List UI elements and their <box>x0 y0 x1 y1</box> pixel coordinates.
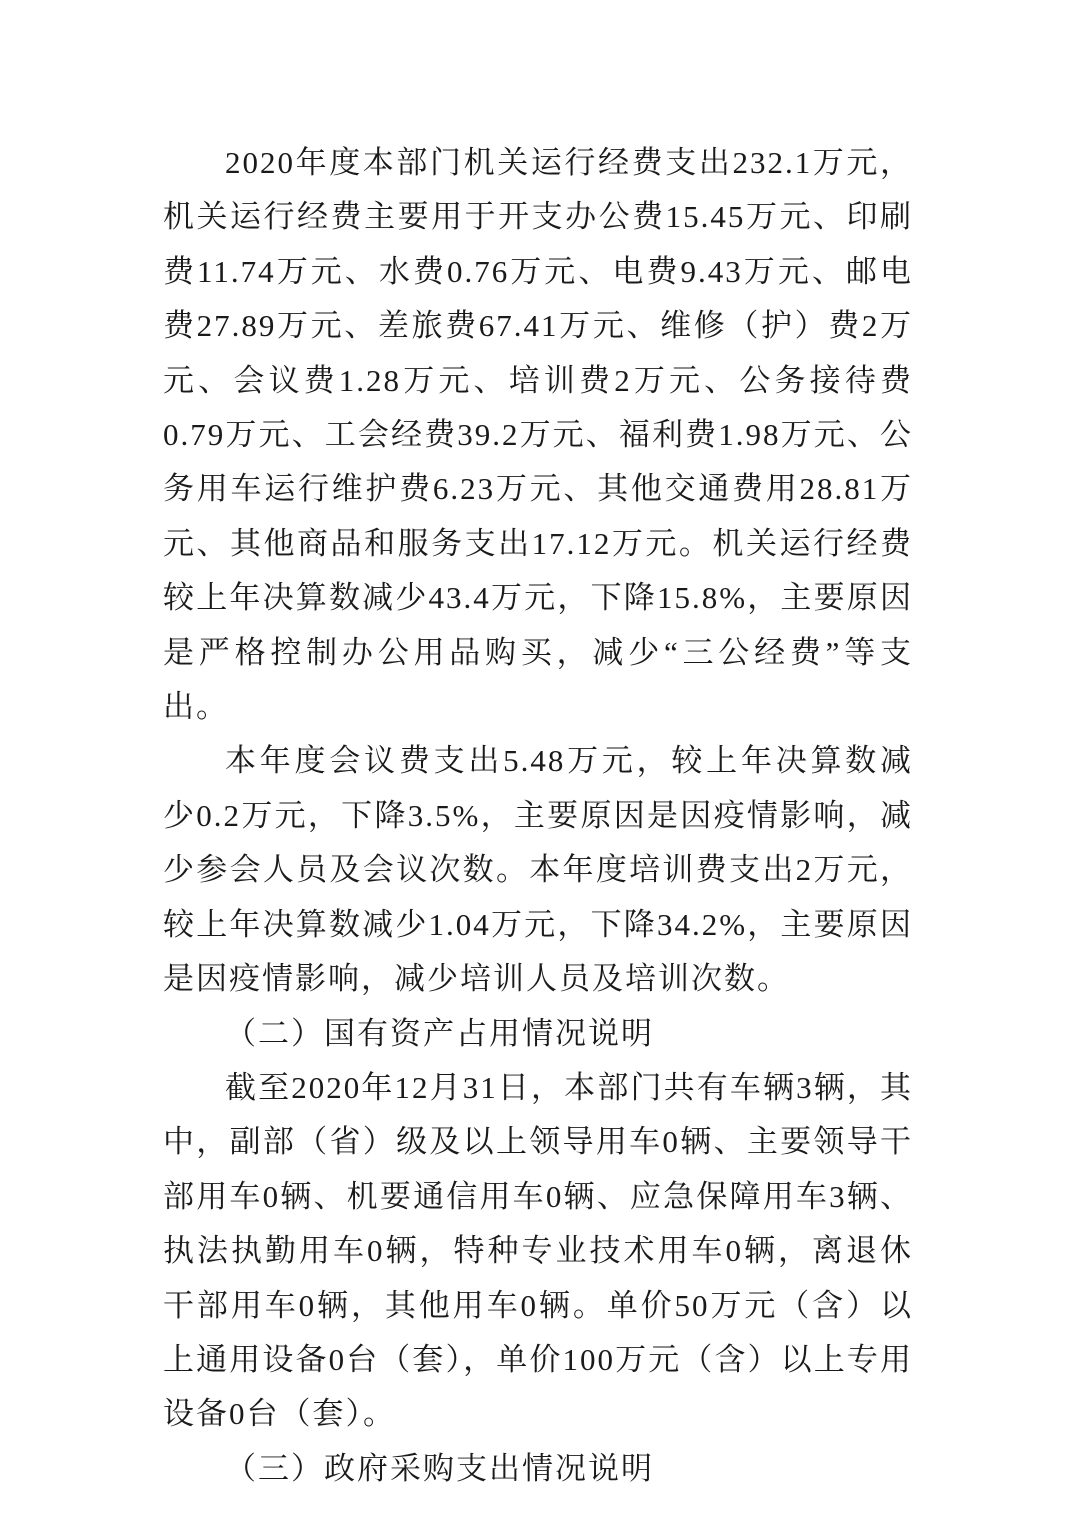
section-heading-state-assets: （二）国有资产占用情况说明 <box>225 1015 654 1051</box>
paragraph-vehicles-equipment: 截至2020年12月31日，本部门共有车辆3辆，其中，副部（省）级及以上领导用车0辆、主要领导干部用车0辆、机要通信用车0辆、应急保障用车3辆、执法执勤用车0辆，特种专业技术用车0辆，离退休干部用车0辆，其他用车0辆。单价50万元（含）以上通用设备0台（套），单价100万元（含）以上专用设备0台（套）。 <box>163 1069 913 1432</box>
section-heading-government-procurement: （三）政府采购支出情况说明 <box>225 1450 654 1486</box>
paragraph-operating-expenses: 2020年度本部门机关运行经费支出232.1万元，机关运行经费主要用于开支办公费15.45万元、印刷费11.74万元、水费0.76万元、电费9.43万元、邮电费27.89万元、差旅费67.41万元、维修（护）费2万元、会议费1.28万元、培训费2万元、公务接待费0.79万元、工会经费39.2万元、福利费1.98万元、公务用车运行维护费6.23万元、其他交通费用28.81万元、其他商品和服务支出17.12万元。机关运行经费较上年决算数减少43.4万元，下降15.8%，主要原因是严格控制办公用品购买，减少“三公经费”等支出。 <box>163 145 913 725</box>
paragraph-meeting-training-expenses: 本年度会议费支出5.48万元，较上年决算数减少0.2万元，下降3.5%，主要原因是因疫情影响，减少参会人员及会议次数。本年度培训费支出2万元，较上年决算数减少1.04万元，下降34.2%，主要原因是因疫情影响，减少培训人员及培训次数。 <box>163 743 913 997</box>
document-body <box>163 136 913 1496</box>
